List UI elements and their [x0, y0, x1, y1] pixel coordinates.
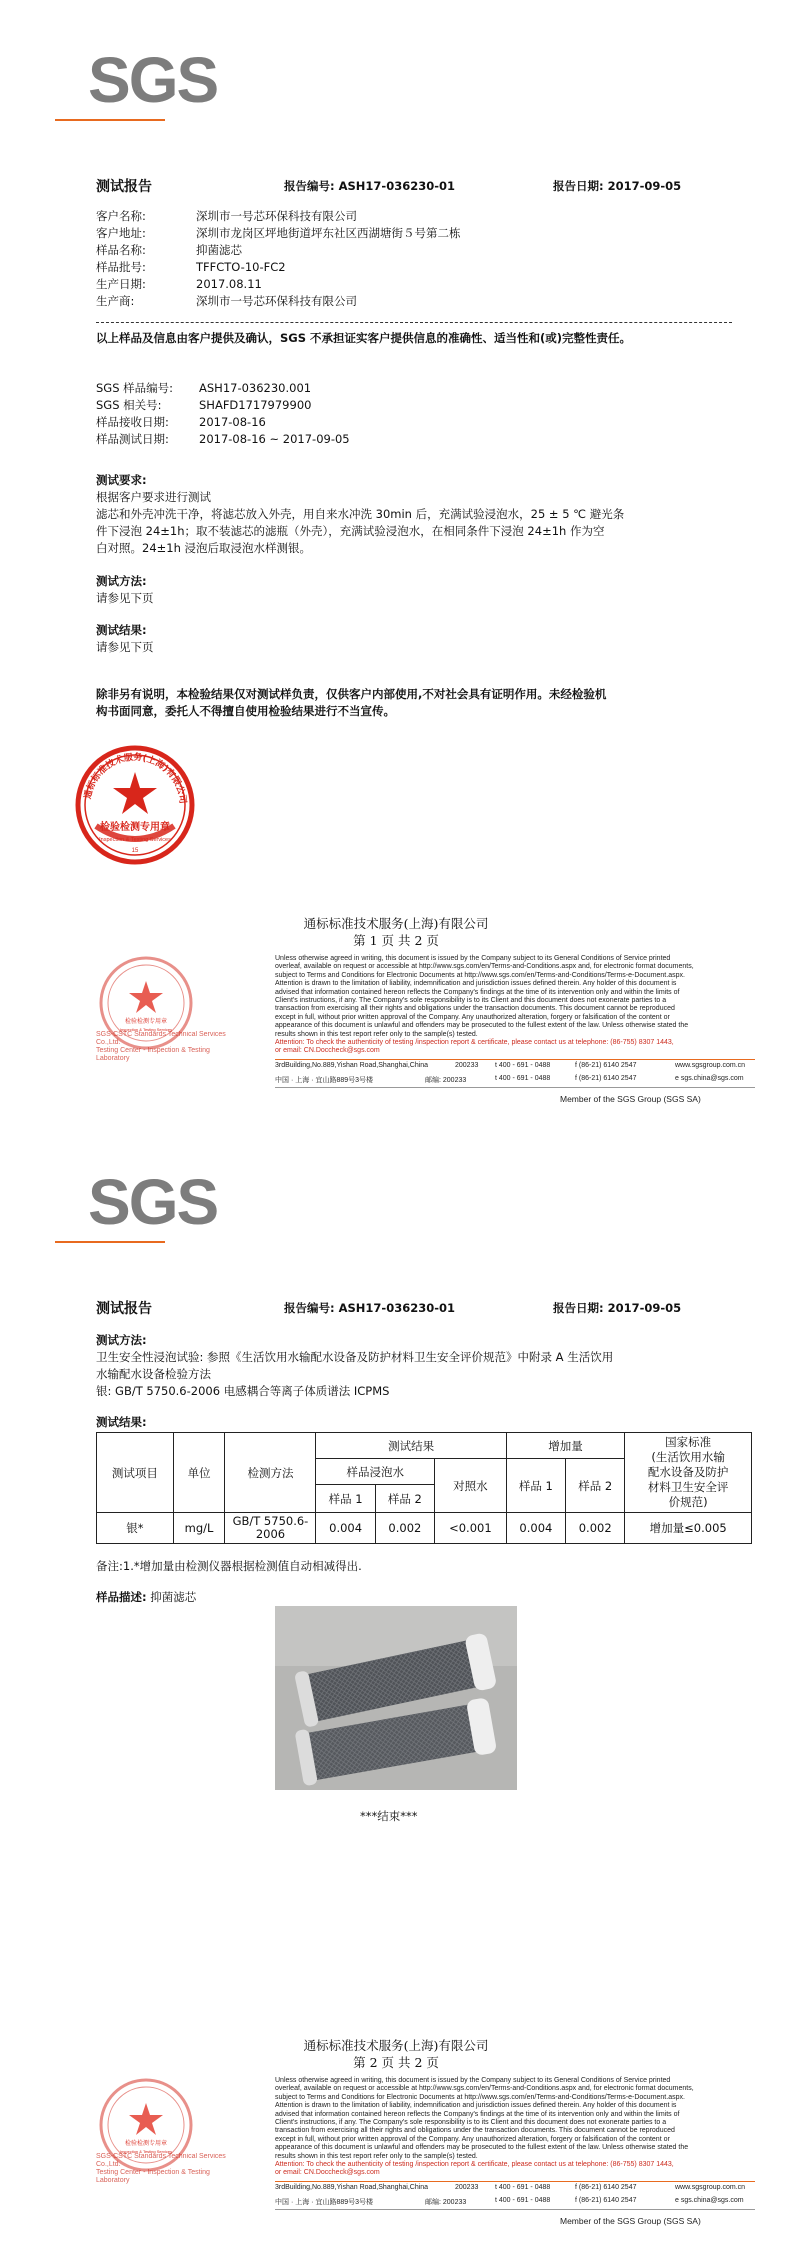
svg-text:Inspection & Testing Services: Inspection & Testing Services [119, 2149, 173, 2154]
requirement-heading: 测试要求: [96, 473, 147, 487]
footer-company: 通标标准技术服务(上海)有限公司 [303, 916, 489, 931]
client-info [96, 208, 696, 310]
report-date: 报告日期: 2017-09-05 [553, 179, 682, 193]
member-line: Member of the SGS Group (SGS SA) [560, 2216, 701, 2226]
table-note: 备注:1.*增加量由检测仪器根据检测值自动相减得出. [96, 1559, 362, 1573]
report-date: 报告日期: 2017-09-05 [553, 1301, 682, 1315]
sample-row: SGS 相关号: SHAFD1717979900 [96, 398, 312, 412]
sgs-logo: SGS [88, 44, 218, 116]
th-soak: 样品浸泡水 [316, 1459, 435, 1485]
method-text: 请参见下页 [96, 591, 154, 605]
th-method: 检测方法 [225, 1433, 316, 1513]
footer-address-cn: 中国 · 上海 · 宜山路889号3号楼 邮编: 200233 t 400 - 691 - 0488 f (86-21) 6140 2547 e sgs.china@sgs.com [275, 2197, 744, 2206]
logo-underline [55, 119, 165, 121]
requirement-line: 件下浸泡 24±1h；取不装滤芯的滤瓶（外壳），充满试验浸泡水，在相同条件下浸泡 24±1h 作为空 [96, 524, 605, 538]
th-inc-1: 样品 1 [506, 1459, 565, 1513]
footer-company: 通标标准技术服务(上海)有限公司 [303, 2038, 489, 2053]
svg-text:Inspection & Testing Services: Inspection & Testing Services [119, 1027, 173, 1032]
sgs-logo: SGS [88, 1166, 218, 1238]
footer-stamp-caption: SGS-CSTC Standards Technical Services Co.,Ltd. Testing Center - Inspection & Testing Laboratory [96, 2153, 226, 2184]
th-sample-1: 样品 1 [316, 1485, 375, 1513]
disclaimer-client-info: 以上样品及信息由客户提供及确认，SGS 不承担证实客户提供信息的准确性、适当性和(或)完整性责任。 [96, 331, 632, 345]
th-sample-2: 样品 2 [375, 1485, 434, 1513]
page-number: 第 2 页 共 2 页 [353, 2055, 439, 2070]
footer-address-cn: 中国 · 上海 · 宜山路889号3号楼 邮编: 200233 t 400 - 691 - 0488 f (86-21) 6140 2547 e sgs.china@sgs.com [275, 1075, 744, 1084]
footer-stamp-caption: SGS-CSTC Standards Technical Services Co.,Ltd. Testing Center - Inspection & Testing Laboratory [96, 1031, 226, 1062]
legal-text: Unless otherwise agreed in writing, this document is issued by the Company subject to its General Conditions of Service printed overleaf, available on request or accessible at http://www.sgs.com/en/Terms-and-Conditions.aspx and, for electronic format documents, subject to Terms and Conditions for Electronic Documents at http://www.sgs.com/en/Terms-and-Conditions/Terms-e-Document.aspx. Attention is drawn to the limitation of liability, indemnification and jurisdiction issues defined therein. Any holder of this document is advised that information contained hereon reflects the Company's findings at the time of its intervention only and within the limits of Client's instructions, if any. The Company's sole responsibility is to its Client and this document does not exonerate parties to a transaction from exercising all their rights and obligations under the transaction documents. This document cannot be reproduced except in full, without prior written approval of the Company. Any unauthorized alteration, forgery or falsification of the content or appearance of this document is unlawful and offenders may be prosecuted to the fullest extent of the law. Unless otherwise stated the results shown in this test report refer only to the sample(s) tested. Attention: To check the authenticity of testing /inspection report & certificate, please contact us at telephone: (86-755) 8307 1443, or email: CN.Doccheck@sgs.com [275, 955, 694, 1055]
report-number: 报告编号: ASH17-036230-01 [284, 179, 455, 193]
requirement-line: 根据客户要求进行测试 [96, 490, 211, 504]
svg-text:Inspection & Testing Services: Inspection & Testing Services [99, 837, 171, 843]
result-heading: 测试结果: [96, 1415, 147, 1429]
th-increase: 增加量 [506, 1433, 625, 1459]
test-result [96, 622, 154, 656]
client-row: 生产日期: 2017.08.11 [96, 277, 262, 291]
official-seal-stamp [74, 744, 196, 866]
footer-address-en: 3rdBuilding,No.889,Yishan Road,Shanghai,China 200233 t 400 - 691 - 0488 f (86-21) 6140 2547 www.sgsgroup.com.cn [275, 1062, 746, 1069]
seal-center-text: 检验检测专用章 [100, 822, 170, 833]
sample-row: 样品接收日期: 2017-08-16 [96, 415, 266, 429]
report-page-2 [0, 1122, 793, 2244]
requirement-line: 滤芯和外壳冲洗干净，将滤芯放入外壳，用自来水冲洗 30min 后，充满试验浸泡水，25 ± 5 ℃ 避光条 [96, 507, 625, 521]
client-row: 客户名称: 深圳市一号芯环保科技有限公司 [96, 209, 357, 223]
client-row: 样品名称: 抑菌滤芯 [96, 243, 242, 257]
logo-underline [55, 1241, 165, 1243]
footer-rule [275, 1087, 755, 1088]
client-row: 样品批号: TFFCTO-10-FC2 [96, 260, 286, 274]
svg-text:检验检测专用章: 检验检测专用章 [124, 2140, 168, 2147]
usage-disclaimer: 除非另有说明，本检验结果仅对测试样负责，仅供客户内部使用,不对社会具有证明作用。未经检验机 构书面同意，委托人不得擅自使用检验结果进行不当宣传。 [96, 687, 607, 718]
sample-row: 样品测试日期: 2017-08-16 ~ 2017-09-05 [96, 432, 350, 446]
footer-rule [275, 2181, 755, 2182]
th-item: 测试项目 [97, 1433, 174, 1513]
th-standard: 国家标准 (生活饮用水输 配水设备及防护 材料卫生安全评 价规范) [625, 1433, 752, 1513]
result-heading: 测试结果: [96, 623, 147, 637]
svg-text:15: 15 [131, 848, 139, 854]
footer-address-en: 3rdBuilding,No.889,Yishan Road,Shanghai,China 200233 t 400 - 691 - 0488 f (86-21) 6140 2547 www.sgsgroup.com.cn [275, 2184, 746, 2191]
method-heading: 测试方法: [96, 574, 147, 588]
report-title: 测试报告 [96, 179, 152, 195]
sample-info [96, 380, 696, 448]
member-line: Member of the SGS Group (SGS SA) [560, 1094, 701, 1104]
svg-text:检验检测专用章: 检验检测专用章 [124, 1018, 168, 1025]
th-inc-2: 样品 2 [566, 1459, 625, 1513]
divider [96, 322, 732, 323]
test-method [96, 573, 154, 607]
legal-text: Unless otherwise agreed in writing, this document is issued by the Company subject to its General Conditions of Service printed overleaf, available on request or accessible at http://www.sgs.com/en/Terms-and-Conditions.aspx and, for electronic format documents, subject to Terms and Conditions for Electronic Documents at http://www.sgs.com/en/Terms-and-Conditions/Terms-e-Document.aspx. Attention is drawn to the limitation of liability, indemnification and jurisdiction issues defined therein. Any holder of this document is advised that information contained hereon reflects the Company's findings at the time of its intervention only and within the limits of Client's instructions, if any. The Company's sole responsibility is to its Client and this document does not exonerate parties to a transaction from exercising all their rights and obligations under the transaction documents. This document cannot be reproduced except in full, without prior written approval of the Company. Any unauthorized alteration, forgery or falsification of the content or appearance of this document is unlawful and offenders may be prosecuted to the fullest extent of the law. Unless otherwise stated the results shown in this test report refer only to the sample(s) tested. Attention: To check the authenticity of testing /inspection report & certificate, please contact us at telephone: (86-755) 8307 1443, or email: CN.Doccheck@sgs.com [275, 2077, 694, 2177]
sample-row: SGS 样品编号: ASH17-036230.001 [96, 381, 312, 395]
page-number: 第 1 页 共 2 页 [353, 933, 439, 948]
report-number: 报告编号: ASH17-036230-01 [284, 1301, 455, 1315]
table-row: 银* mg/L GB/T 5750.6-2006 0.004 0.002 <0.001 0.004 0.002 增加量≤0.005 [97, 1513, 752, 1544]
requirement-line: 白对照。24±1h 浸泡后取浸泡水样测银。 [96, 541, 312, 555]
sample-photo [275, 1606, 517, 1790]
result-text: 请参见下页 [96, 640, 154, 654]
results-table [96, 1432, 752, 1544]
end-marker: ***结束*** [360, 1809, 418, 1823]
test-method: 测试方法: 卫生安全性浸泡试验: 参照《生活饮用水输配水设备及防护材料卫生安全评价规范》中附录 A 生活饮用 水输配水设备检验方法 银: GB/T 5750.6-2006 电感耦合等离子体质谱法 ICPMS [96, 1333, 614, 1398]
th-result: 测试结果 [316, 1433, 506, 1459]
footer-rule [275, 1059, 755, 1060]
client-row: 生产商: 深圳市一号芯环保科技有限公司 [96, 294, 357, 308]
client-row: 客户地址: 深圳市龙岗区坪地街道坪东社区西湖塘街５号第二栋 [96, 226, 461, 240]
sample-description: 样品描述: 抑菌滤芯 [96, 1590, 197, 1604]
th-control: 对照水 [435, 1459, 507, 1513]
footer-rule [275, 2209, 755, 2210]
test-requirement [96, 472, 736, 557]
report-title: 测试报告 [96, 1301, 152, 1317]
svg-text:通标标准技术服务(上海)有限公司: 通标标准技术服务(上海)有限公司 [83, 752, 188, 805]
th-unit: 单位 [173, 1433, 225, 1513]
